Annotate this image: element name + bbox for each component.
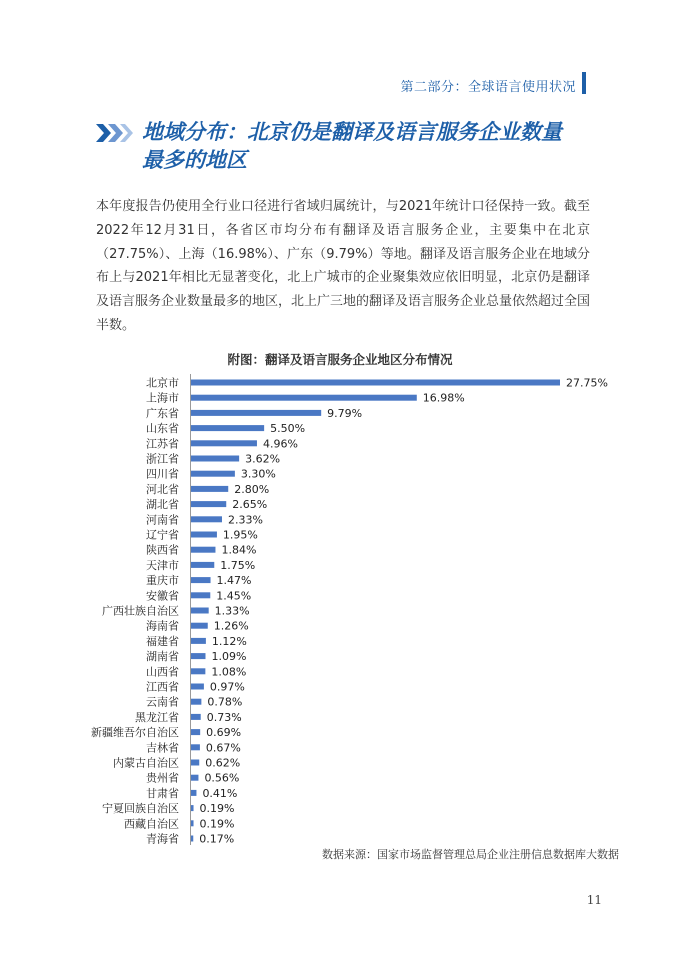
category-label: 海南省 — [146, 619, 179, 633]
bar — [191, 410, 321, 416]
bar — [191, 623, 208, 629]
value-label: 0.41% — [202, 786, 238, 800]
category-label: 甘肃省 — [146, 786, 179, 800]
bar — [191, 714, 201, 720]
value-label: 3.62% — [245, 452, 281, 466]
category-label: 四川省 — [146, 467, 179, 481]
category-label: 青海省 — [146, 832, 179, 846]
bar — [191, 805, 194, 811]
bar — [191, 653, 205, 659]
value-label: 0.19% — [199, 817, 235, 831]
value-label: 16.98% — [422, 391, 465, 405]
category-label: 江苏省 — [146, 437, 179, 451]
value-label: 0.62% — [205, 756, 241, 770]
value-label: 1.33% — [214, 604, 250, 618]
category-label: 河南省 — [146, 513, 179, 527]
bar — [191, 684, 204, 690]
category-label: 贵州省 — [146, 771, 179, 785]
bar — [191, 516, 222, 522]
value-label: 0.17% — [199, 832, 235, 846]
category-label: 安徽省 — [146, 589, 179, 603]
bar — [191, 820, 194, 826]
category-label: 福建省 — [146, 634, 179, 648]
category-label: 陕西省 — [146, 543, 179, 557]
bar — [191, 532, 217, 538]
bar — [191, 471, 235, 477]
value-label: 1.47% — [216, 574, 252, 588]
value-label: 1.26% — [213, 619, 249, 633]
value-label: 1.09% — [211, 650, 247, 664]
bar — [191, 501, 226, 507]
section-header-label: 第二部分：全球语言使用状况 — [400, 80, 576, 95]
category-label: 广西壮族自治区 — [102, 604, 179, 618]
category-label: 湖南省 — [146, 650, 179, 664]
category-label: 重庆市 — [146, 574, 179, 588]
category-label: 宁夏回族自治区 — [102, 802, 179, 816]
category-label: 江西省 — [146, 680, 179, 694]
category-label: 湖北省 — [146, 498, 179, 512]
value-label: 0.67% — [205, 741, 241, 755]
bar — [191, 395, 417, 401]
category-label: 吉林省 — [146, 741, 179, 755]
bar — [191, 577, 211, 583]
category-label: 河北省 — [146, 482, 179, 496]
section-title: 地域分布：北京仍是翻译及语言服务企业数量最多的地区 — [142, 120, 562, 172]
bar — [191, 790, 196, 796]
value-label: 27.75% — [566, 376, 608, 390]
category-label: 辽宁省 — [146, 528, 179, 542]
bar — [191, 425, 264, 431]
value-label: 1.08% — [211, 665, 247, 679]
category-label: 山东省 — [146, 422, 179, 436]
bar — [191, 486, 228, 492]
bar — [191, 456, 239, 462]
category-label: 西藏自治区 — [124, 817, 179, 831]
value-label: 4.96% — [262, 437, 298, 451]
value-label: 2.33% — [227, 513, 263, 527]
bar — [191, 744, 200, 750]
bar — [191, 380, 560, 386]
value-label: 0.56% — [204, 771, 240, 785]
value-label: 1.75% — [220, 558, 256, 572]
value-label: 5.50% — [270, 422, 306, 436]
bar — [191, 699, 201, 705]
value-label: 1.84% — [221, 543, 257, 557]
value-label: 9.79% — [327, 406, 363, 420]
bar — [191, 775, 198, 781]
page-number: 11 — [586, 893, 602, 907]
source-note: 数据来源：国家市场监督管理总局企业注册信息数据库大数据 — [322, 848, 619, 861]
category-label: 天津市 — [146, 558, 179, 572]
category-label: 北京市 — [146, 376, 179, 390]
bar — [191, 760, 199, 766]
bar — [191, 440, 257, 446]
bar — [191, 562, 214, 568]
bar — [191, 668, 205, 674]
value-label: 0.69% — [206, 726, 242, 740]
category-label: 内蒙古自治区 — [113, 756, 179, 770]
value-label: 0.78% — [207, 695, 243, 709]
value-label: 0.97% — [209, 680, 245, 694]
bar — [191, 547, 215, 553]
value-label: 2.80% — [234, 482, 270, 496]
value-label: 2.65% — [232, 498, 268, 512]
section-body-text: 本年度报告仍使用全行业口径进行省域归属统计，与2021年统计口径保持一致。截至2022年12月31日，各省区市均分布有翻译及语言服务企业，主要集中在北京（27.75%）、上海（16.98%）、广东（9.79%）等地。翻译及语言服务企业在地域分布上与2021年相比无显著变化，北上广城市的企业聚集效应依旧明显，北京仍是翻译及语言服务企业数量最多的地区，北上广三地的翻译及语言服务企业总量依然超过全国半数。 — [96, 199, 591, 333]
bar — [191, 836, 193, 842]
value-label: 3.30% — [240, 467, 276, 481]
value-label: 1.95% — [222, 528, 258, 542]
category-label: 上海市 — [146, 391, 179, 405]
bar — [191, 592, 210, 598]
chart-title: 附图：翻译及语言服务企业地区分布情况 — [227, 352, 453, 367]
category-label: 云南省 — [146, 695, 179, 709]
bar — [191, 729, 200, 735]
value-label: 1.45% — [216, 589, 252, 603]
category-label: 黑龙江省 — [135, 710, 179, 724]
value-label: 0.73% — [206, 710, 242, 724]
value-label: 1.12% — [211, 634, 247, 648]
category-label: 浙江省 — [146, 452, 179, 466]
value-label: 0.19% — [199, 802, 235, 816]
category-label: 山西省 — [146, 665, 179, 679]
category-label: 新疆维吾尔自治区 — [91, 726, 179, 740]
bar — [191, 608, 209, 614]
category-label: 广东省 — [146, 406, 179, 420]
bar — [191, 638, 206, 644]
